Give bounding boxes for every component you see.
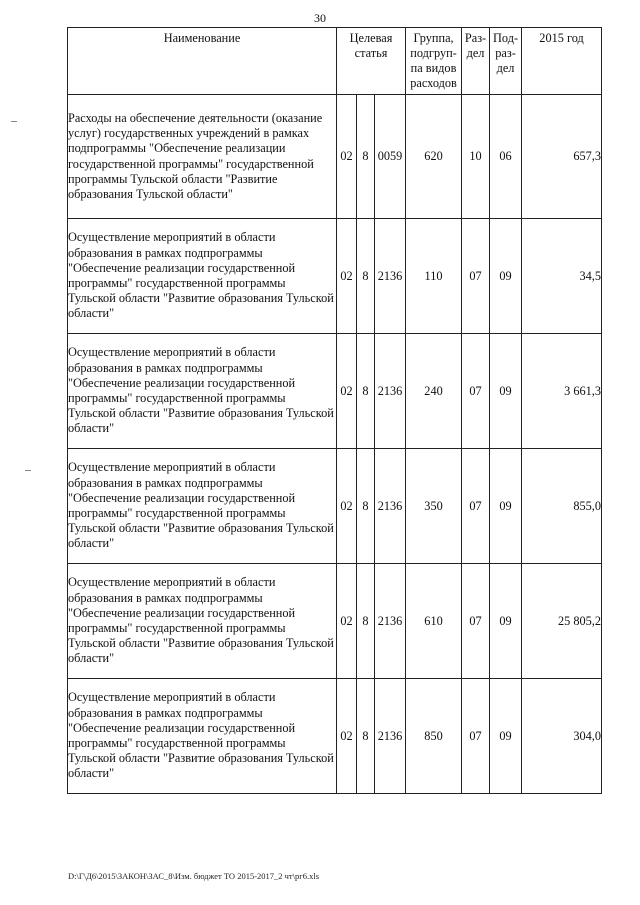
row-expense-group: 850 bbox=[406, 679, 462, 794]
row-subsection: 09 bbox=[490, 564, 522, 679]
row-expense-group: 350 bbox=[406, 449, 462, 564]
header-expense-group: Группа, подгруп-па видов расходов bbox=[406, 28, 462, 95]
file-path-footer: D:\Г\Д6\2015\ЗАКОН\ЗАС_8\Изм. бюджет ТО 2015-2017_2 чт\рг6.xls bbox=[68, 871, 320, 881]
budget-table bbox=[67, 27, 602, 794]
row-target-code-2: 8 bbox=[357, 449, 375, 564]
row-subsection: 09 bbox=[490, 334, 522, 449]
row-expense-group: 610 bbox=[406, 564, 462, 679]
row-amount: 304,0 bbox=[522, 679, 602, 794]
row-section: 07 bbox=[462, 334, 490, 449]
header-subsection: Под-раз-дел bbox=[490, 28, 522, 95]
row-target-code-3: 2136 bbox=[375, 679, 406, 794]
table-row bbox=[68, 334, 602, 449]
row-name: Осуществление мероприятий в области образования в рамках подпрограммы "Обеспечение реализации государственной программы" государственной программы Тульской области "Развитие образования Тульской области" bbox=[68, 449, 337, 564]
row-amount: 3 661,3 bbox=[522, 334, 602, 449]
row-name: Осуществление мероприятий в области образования в рамках подпрограммы "Обеспечение реализации государственной программы" государственной программы Тульской области "Развитие образования Тульской области" bbox=[68, 564, 337, 679]
row-section: 07 bbox=[462, 679, 490, 794]
header-name: Наименование bbox=[68, 28, 337, 95]
page-number: 30 bbox=[314, 11, 326, 25]
row-amount: 34,5 bbox=[522, 219, 602, 334]
row-target-code-1: 02 bbox=[337, 679, 357, 794]
table-header-row bbox=[68, 28, 602, 95]
row-target-code-3: 2136 bbox=[375, 564, 406, 679]
row-section: 10 bbox=[462, 95, 490, 219]
header-year: 2015 год bbox=[522, 28, 602, 95]
header-section: Раз-дел bbox=[462, 28, 490, 95]
header-target-article: Целевая статья bbox=[337, 28, 406, 95]
row-amount: 25 805,2 bbox=[522, 564, 602, 679]
row-amount: 855,0 bbox=[522, 449, 602, 564]
row-target-code-3: 2136 bbox=[375, 219, 406, 334]
row-target-code-1: 02 bbox=[337, 449, 357, 564]
row-name: Осуществление мероприятий в области образования в рамках подпрограммы "Обеспечение реализации государственной программы" государственной программы Тульской области "Развитие образования Тульской области" bbox=[68, 219, 337, 334]
row-name: Осуществление мероприятий в области образования в рамках подпрограммы "Обеспечение реализации государственной программы" государственной программы Тульской области "Развитие образования Тульской области" bbox=[68, 679, 337, 794]
row-target-code-2: 8 bbox=[357, 95, 375, 219]
row-target-code-3: 2136 bbox=[375, 334, 406, 449]
row-target-code-1: 02 bbox=[337, 219, 357, 334]
row-subsection: 06 bbox=[490, 95, 522, 219]
row-expense-group: 110 bbox=[406, 219, 462, 334]
row-target-code-2: 8 bbox=[357, 334, 375, 449]
row-section: 07 bbox=[462, 449, 490, 564]
row-target-code-3: 2136 bbox=[375, 449, 406, 564]
row-section: 07 bbox=[462, 219, 490, 334]
table-row bbox=[68, 449, 602, 564]
row-target-code-1: 02 bbox=[337, 564, 357, 679]
row-target-code-2: 8 bbox=[357, 564, 375, 679]
row-subsection: 09 bbox=[490, 449, 522, 564]
row-name: Осуществление мероприятий в области образования в рамках подпрограммы "Обеспечение реализации государственной программы" государственной программы Тульской области "Развитие образования Тульской области" bbox=[68, 334, 337, 449]
row-section: 07 bbox=[462, 564, 490, 679]
table-row bbox=[68, 219, 602, 334]
scan-mark bbox=[25, 470, 31, 471]
table-row bbox=[68, 95, 602, 219]
row-target-code-1: 02 bbox=[337, 95, 357, 219]
row-target-code-2: 8 bbox=[357, 219, 375, 334]
row-subsection: 09 bbox=[490, 679, 522, 794]
row-subsection: 09 bbox=[490, 219, 522, 334]
row-target-code-3: 0059 bbox=[375, 95, 406, 219]
scan-mark bbox=[11, 121, 17, 122]
row-target-code-2: 8 bbox=[357, 679, 375, 794]
row-expense-group: 620 bbox=[406, 95, 462, 219]
row-name: Расходы на обеспечение деятельности (оказание услуг) государственных учреждений в рамках подпрограммы "Обеспечение реализации государственной программы" государственной программы Тульской области "Развитие образования Тульской области" bbox=[68, 95, 337, 219]
row-expense-group: 240 bbox=[406, 334, 462, 449]
row-target-code-1: 02 bbox=[337, 334, 357, 449]
table-row bbox=[68, 564, 602, 679]
table-row bbox=[68, 679, 602, 794]
row-amount: 657,3 bbox=[522, 95, 602, 219]
